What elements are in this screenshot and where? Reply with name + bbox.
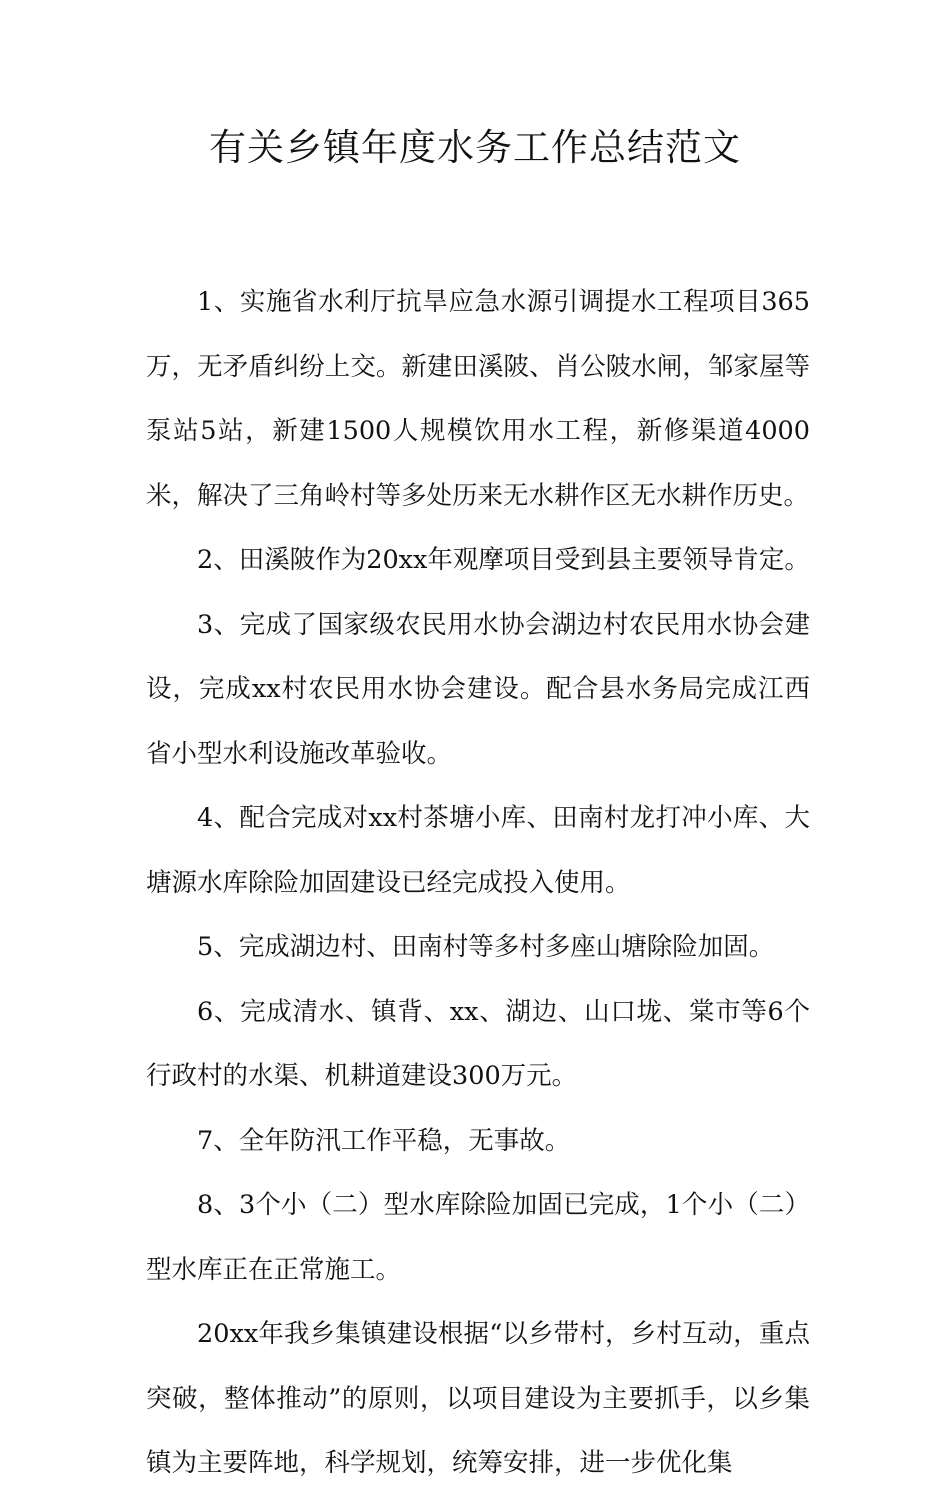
- paragraph-7: 7、全年防汛工作平稳，无事故。: [197, 1125, 571, 1156]
- paragraph-9: 20xx年我乡集镇建设根据“以乡带村，乡村互动，重点突破，整体推动”的原则，以项目建设为主要抓手，以乡集镇为主要阵地，科学规划，统筹安排，进一步优化集: [146, 1319, 810, 1478]
- paragraph-3: 3、完成了国家级农民用水协会湖边村农民用水协会建设，完成xx村农民用水协会建设。配合县水务局完成江西省小型水利设施改革验收。: [146, 609, 810, 769]
- paragraph-6: 6、完成清水、镇背、xx、湖边、山口垅、棠市等6个行政村的水渠、机耕道建设300万元。: [146, 996, 810, 1091]
- paragraph-5: 5、完成湖边村、田南村等多村多座山塘除险加固。: [197, 932, 775, 962]
- document-title: 有关乡镇年度水务工作总结范文: [209, 126, 741, 169]
- document-body: [146, 270, 810, 1496]
- paragraph-8: 8、3个小（二）型水库除险加固已完成，1个小（二）型水库正在正常施工。: [146, 1190, 810, 1285]
- paragraph-1: 1、实施省水利厅抗旱应急水源引调提水工程项目365万，无矛盾纠纷上交。新建田溪陂、肖公陂水闸，邹家屋等泵站5站，新建1500人规模饮用水工程，新修渠道4000米，解决了三角岭村等多处历来无水耕作区无水耕作历史。: [146, 287, 810, 511]
- paragraph-2: 2、田溪陂作为20xx年观摩项目受到县主要领导肯定。: [197, 545, 810, 575]
- paragraph-4: 4、配合完成对xx村茶塘小库、田南村龙打冲小库、大塘源水库除险加固建设已经完成投入使用。: [146, 803, 810, 898]
